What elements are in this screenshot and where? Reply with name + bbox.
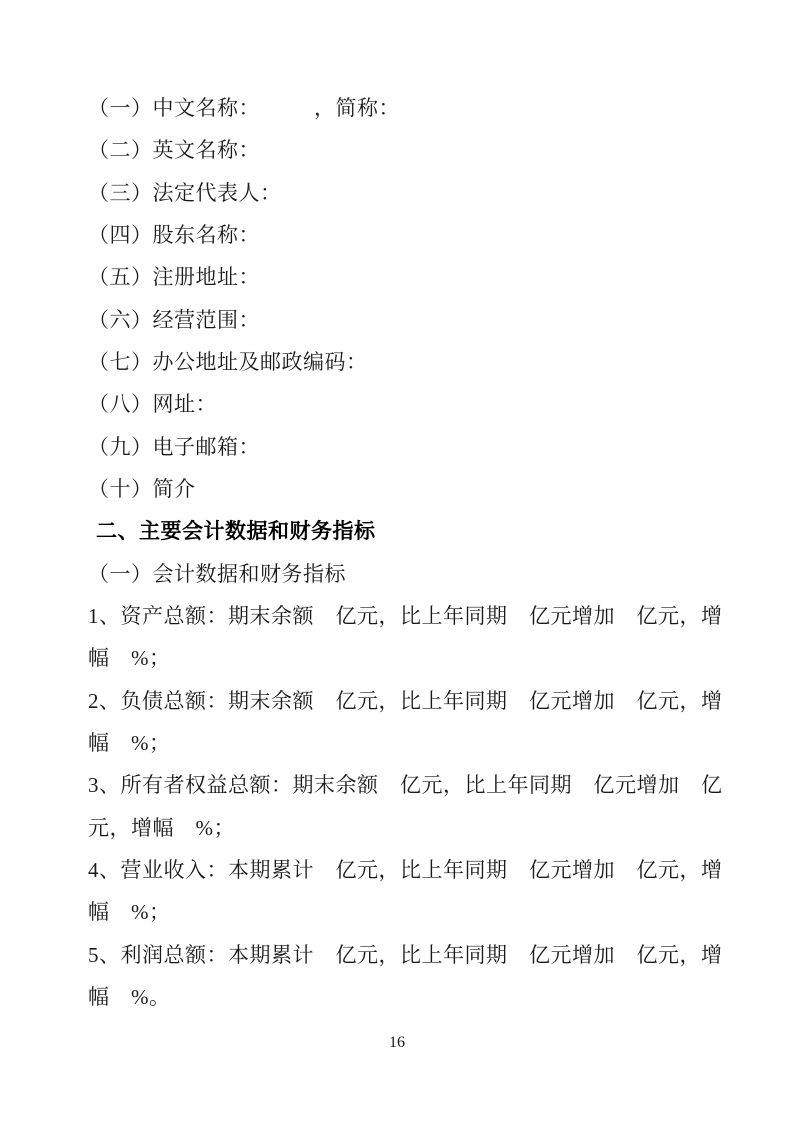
financial-indicator-line: 5、利润总额：本期累计 亿元，比上年同期 亿元增加 亿元，增 bbox=[88, 942, 723, 967]
company-info-item: （二）英文名称： bbox=[88, 138, 260, 163]
financial-indicator-line: 元，增幅 %； bbox=[88, 815, 235, 840]
financial-indicator-line: 3、所有者权益总额：期末余额 亿元，比上年同期 亿元增加 亿 bbox=[88, 773, 723, 798]
subsection-heading: （一）会计数据和财务指标 bbox=[88, 561, 346, 586]
company-info-item: （一）中文名称： ，简称： bbox=[88, 96, 400, 120]
financial-indicator-line: 幅 %； bbox=[88, 646, 171, 671]
company-info-item: （八）网址： bbox=[88, 392, 217, 417]
financial-indicator-line: 幅 %。 bbox=[88, 984, 171, 1009]
company-info-item: （六）经营范围： bbox=[88, 307, 260, 332]
page-number: 16 bbox=[389, 1034, 405, 1051]
financial-indicator-line: 幅 %； bbox=[88, 730, 171, 755]
company-info-item: （九）电子邮箱： bbox=[88, 434, 260, 459]
financial-indicators-list bbox=[88, 595, 728, 1018]
financial-indicator-line: 2、负债总额：期末余额 亿元，比上年同期 亿元增加 亿元，增 bbox=[88, 688, 723, 713]
section-heading: 二、主要会计数据和财务指标 bbox=[96, 519, 376, 544]
company-info-item: （四）股东名称： bbox=[88, 222, 260, 247]
company-info-item: （十）简介 bbox=[88, 476, 196, 501]
financial-indicator-line: 幅 %； bbox=[88, 900, 171, 925]
page-content bbox=[88, 87, 728, 1018]
financial-indicator-line: 4、营业收入：本期累计 亿元，比上年同期 亿元增加 亿元，增 bbox=[88, 857, 723, 882]
company-info-item: （三）法定代表人： bbox=[88, 180, 282, 205]
financial-indicator-line: 1、资产总额：期末余额 亿元，比上年同期 亿元增加 亿元，增 bbox=[88, 603, 723, 628]
company-info-item: （五）注册地址： bbox=[88, 265, 260, 290]
company-info-list bbox=[88, 87, 728, 510]
page-footer bbox=[0, 1033, 794, 1053]
company-info-item: （七）办公地址及邮政编码： bbox=[88, 349, 368, 374]
